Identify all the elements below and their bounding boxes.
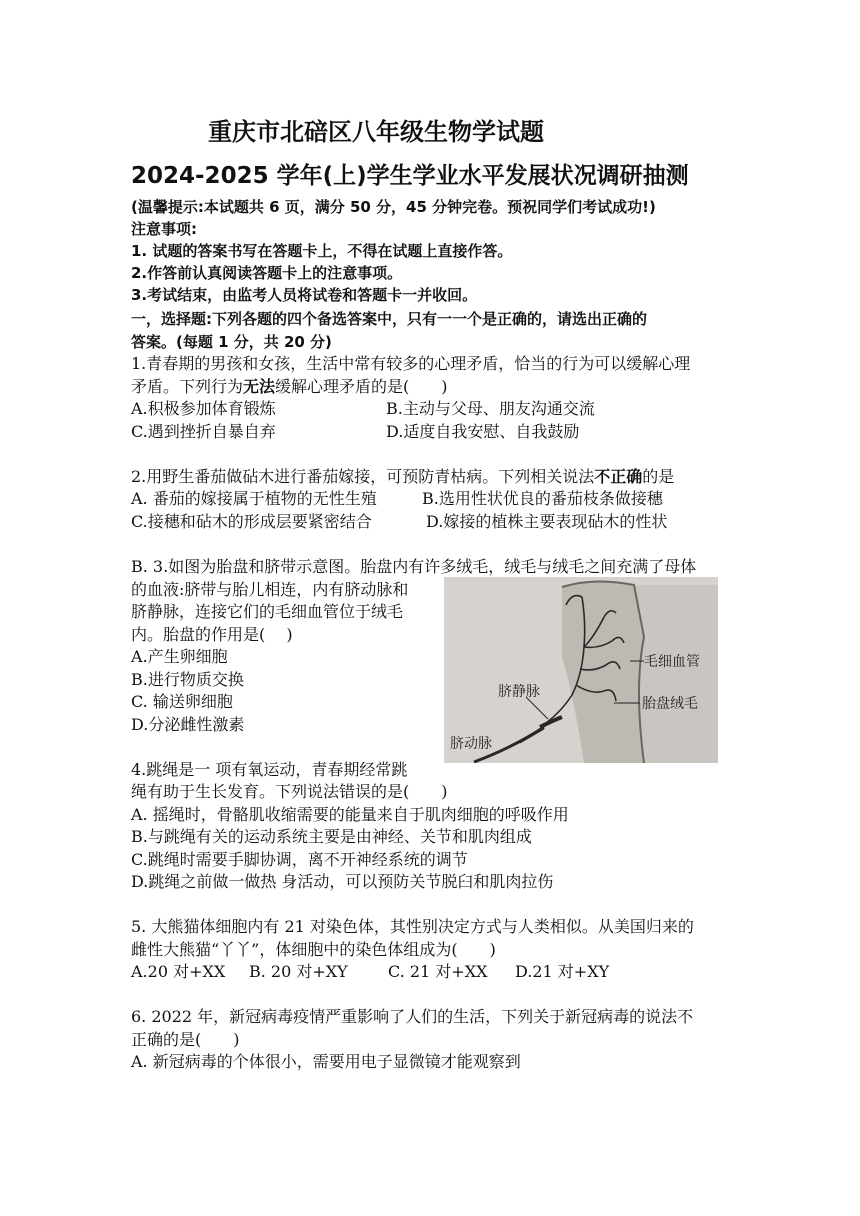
q3-option-d: D.分泌雌性激素	[131, 715, 245, 734]
q4-option-b: B.与跳绳有关的运动系统主要是由神经、关节和肌肉组成	[131, 827, 532, 846]
label-capillary: 毛细血管	[644, 654, 700, 670]
page-title: 重庆市北碚区八年级生物学试题	[208, 118, 544, 146]
q3-stem-line2: 的血液:脐带与胎儿相连，内有脐动脉和	[131, 580, 409, 599]
q3-option-a: A.产生卵细胞	[131, 647, 228, 666]
q2-emphasis: 不正确	[594, 467, 643, 486]
q1-option-d: D.适度自我安慰、自我鼓励	[386, 422, 580, 441]
q3-option-c: C. 输送卵细胞	[131, 692, 233, 711]
notice-3: 3.考试结束，由监考人员将试卷和答题卡一并收回。	[131, 286, 478, 304]
q3-option-b: B.进行物质交换	[131, 670, 244, 689]
q6-stem-line1: 6. 2022 年，新冠病毒疫情严重影响了人们的生活，下列关于新冠病毒的说法不	[131, 1007, 694, 1026]
section-heading-1: 一，选择题:下列各题的四个备选答案中，只有一一个是正确的，请选出正确的	[131, 310, 648, 328]
q3-stem-line1: B. 3.如图为胎盘和脐带示意图。胎盘内有许多绒毛，绒毛与绒毛之间充满了母体	[131, 557, 697, 576]
q1-stem-line1: 1.青春期的男孩和女孩，生活中常有较多的心理矛盾，恰当的行为可以缓解心理	[131, 354, 691, 373]
q3-stem-line3: 脐静脉，连接它们的毛细血管位于绒毛	[131, 602, 404, 621]
q2-option-a: A. 番茄的嫁接属于植物的无性生殖	[131, 489, 377, 508]
q2-option-d: D.嫁接的植株主要表现砧木的性状	[426, 512, 668, 531]
q4-option-a: A. 摇绳时，骨骼肌收缩需要的能量来自于肌肉细胞的呼吸作用	[131, 805, 569, 824]
q4-option-d: D.跳绳之前做一做热 身活动，可以预防关节脱臼和肌肉拉伤	[131, 872, 554, 891]
q6-option-a: A. 新冠病毒的个体很小，需要用电子显微镜才能观察到	[131, 1052, 521, 1071]
label-umbilical-vein: 脐静脉	[498, 684, 540, 700]
q1-stem-part-a: 矛盾。下列行为	[131, 377, 244, 396]
notice-1: 1. 试题的答案书写在答题卡上，不得在试题上直接作答。	[131, 242, 513, 260]
q1-stem-part-c: 缓解心理矛盾的是( )	[275, 377, 448, 396]
q1-option-a: A.积极参加体育锻炼	[131, 399, 276, 418]
notice-heading: 注意事项:	[131, 220, 197, 238]
q5-stem-line1: 5. 大熊猫体细胞内有 21 对染色体，其性别决定方式与人类相似。从美国归来的	[131, 917, 694, 936]
q6-stem-line2: 正确的是( )	[131, 1030, 240, 1049]
q1-stem-line2	[131, 376, 448, 398]
q4-stem-line2: 绳有助于生长发育。下列说法错误的是( )	[131, 782, 448, 801]
label-umbilical-artery: 脐动脉	[450, 736, 492, 752]
tip-line: (温馨提示:本试题共 6 页，满分 50 分，45 分钟完卷。预祝同学们考试成功!)	[131, 198, 656, 216]
q2-stem-part-c: 的是	[642, 467, 675, 486]
q5-option-b: B. 20 对+XY	[249, 962, 348, 981]
q2-option-b: B.选用性状优良的番茄枝条做接穗	[422, 489, 663, 508]
label-villus: 胎盘绒毛	[642, 696, 698, 712]
notice-2: 2.作答前认真阅读答题卡上的注意事项。	[131, 264, 403, 282]
q5-option-d: D.21 对+XY	[515, 962, 610, 981]
exam-subtitle: 2024-2025 学年(上)学生学业水平发展状况调研抽测	[131, 163, 689, 189]
q3-stem-line4: 内。胎盘的作用是( )	[131, 625, 293, 644]
q1-option-b: B.主动与父母、朋友沟通交流	[386, 399, 595, 418]
q4-option-c: C.跳绳时需要手脚协调，离不开神经系统的调节	[131, 850, 468, 869]
q5-option-a: A.20 对+XX	[131, 962, 226, 981]
q1-option-c: C.遇到挫折自暴自弃	[131, 422, 276, 441]
q2-option-c: C.接穗和砧木的形成层要紧密结合	[131, 512, 372, 531]
q2-stem-line1	[131, 466, 674, 488]
q5-stem-line2: 雌性大熊猫“丫丫”，体细胞中的染色体组成为( )	[131, 940, 496, 959]
q5-option-c: C. 21 对+XX	[388, 962, 488, 981]
section-heading-2: 答案。(每题 1 分，共 20 分)	[131, 333, 332, 351]
q1-emphasis: 无法	[243, 377, 276, 396]
q4-stem-line1: 4.跳绳是一 项有氧运动，青春期经常跳	[131, 760, 408, 779]
placenta-umbilical-figure	[444, 577, 718, 763]
q2-stem-part-a: 2.用野生番茄做砧木进行番茄嫁接，可预防青枯病。下列相关说法	[131, 467, 595, 486]
